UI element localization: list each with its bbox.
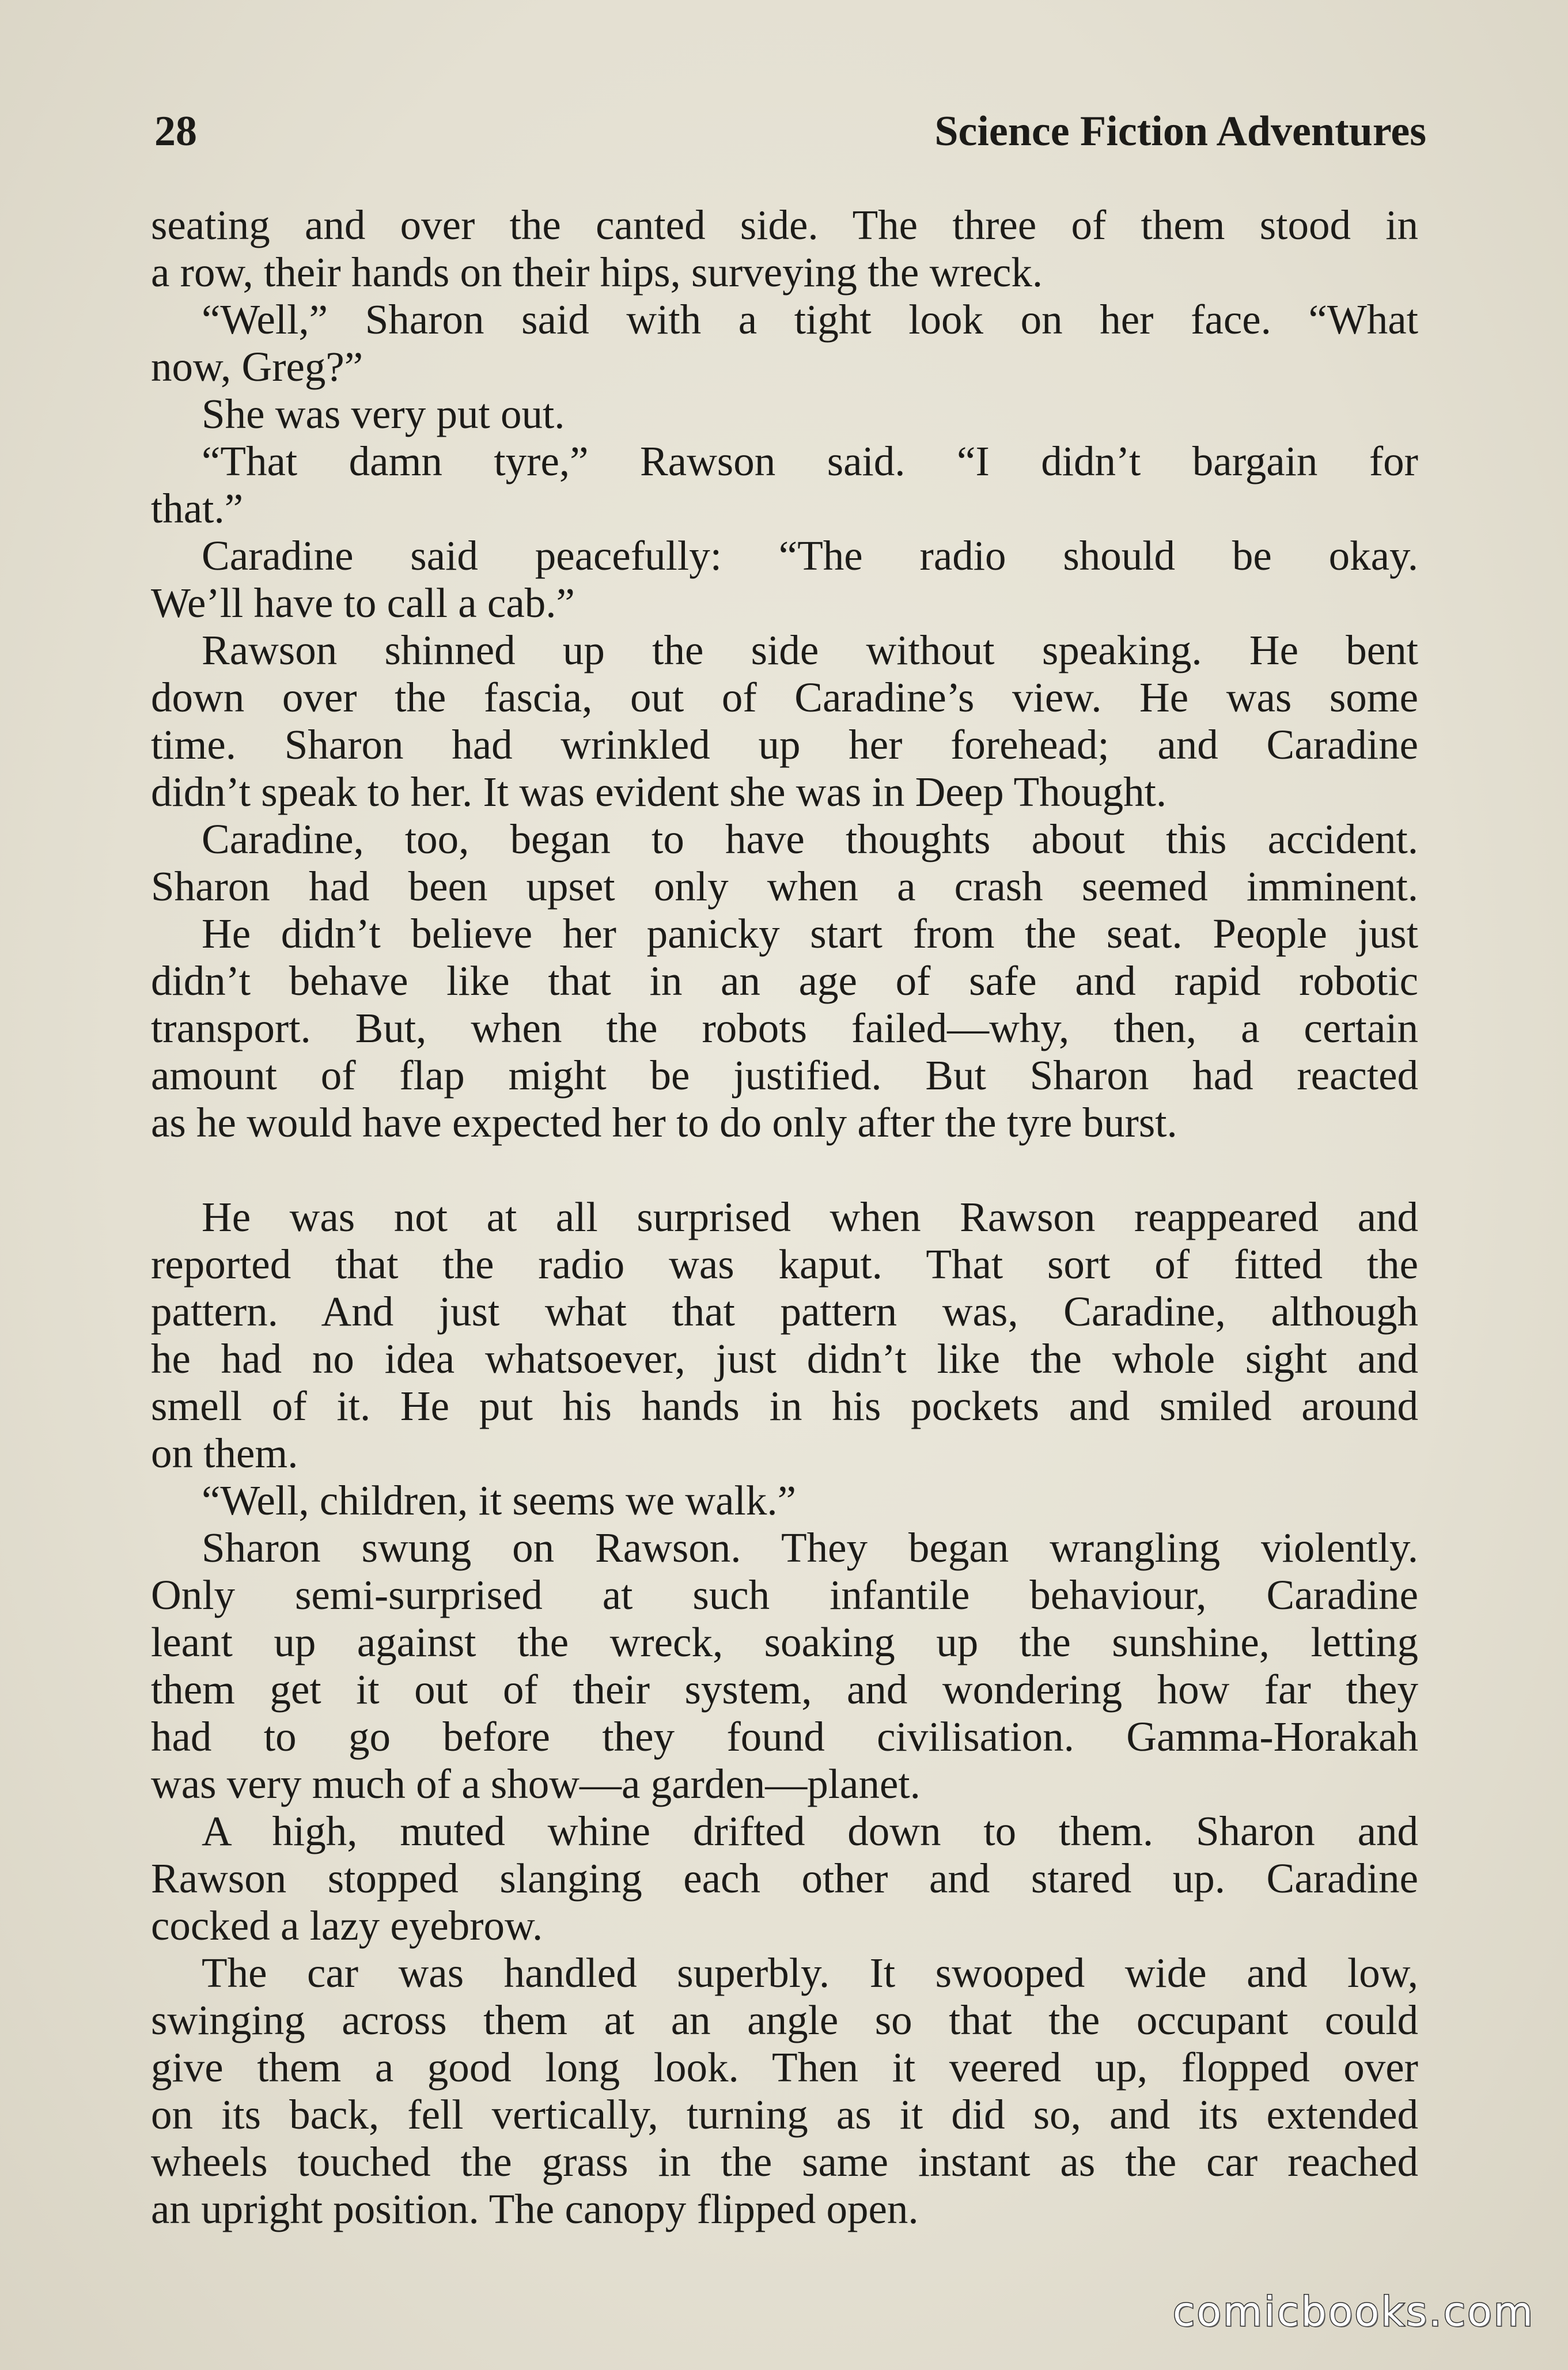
text-line: give them a good long look. Then it veered up, flopped over bbox=[151, 2044, 1418, 2091]
text-line: a row, their hands on their hips, surveying the wreck. bbox=[151, 249, 1043, 296]
text-line: on them. bbox=[151, 1430, 298, 1476]
text-line: leant up against the wreck, soaking up the sunshine, letting bbox=[151, 1619, 1418, 1665]
body-text bbox=[151, 202, 1418, 2233]
text-line: Rawson stopped slanging each other and stared up. Caradine bbox=[151, 1855, 1418, 1902]
text-line: “That damn tyre,” Rawson said. “I didn’t bargain for bbox=[202, 438, 1418, 484]
text-line: transport. But, when the robots failed—why, then, a certain bbox=[151, 1005, 1418, 1051]
text-line: He was not at all surprised when Rawson reappeared and bbox=[202, 1194, 1418, 1240]
running-title: Science Fiction Adventures bbox=[934, 108, 1426, 155]
text-line: had to go before they found civilisation. Gamma-Horakah bbox=[151, 1713, 1418, 1760]
text-line: cocked a lazy eyebrow. bbox=[151, 1902, 543, 1949]
text-line: Only semi-surprised at such infantile behaviour, Caradine bbox=[151, 1572, 1418, 1618]
text-line: A high, muted whine drifted down to them. Sharon and bbox=[202, 1808, 1418, 1854]
text-line: didn’t speak to her. It was evident she was in Deep Thought. bbox=[151, 768, 1167, 815]
page-header bbox=[154, 97, 1426, 166]
text-line: Caradine, too, began to have thoughts about this accident. bbox=[202, 816, 1418, 862]
text-line: smell of it. He put his hands in his pockets and smiled around bbox=[151, 1383, 1418, 1429]
text-line: reported that the radio was kaput. That sort of fitted the bbox=[151, 1241, 1418, 1288]
text-line: Rawson shinned up the side without speaking. He bent bbox=[202, 627, 1418, 673]
text-line: on its back, fell vertically, turning as it did so, and its extended bbox=[151, 2091, 1418, 2138]
page-number: 28 bbox=[154, 108, 197, 155]
text-line: pattern. And just what that pattern was, Caradine, although bbox=[151, 1288, 1418, 1335]
text-line: he had no idea whatsoever, just didn’t like the whole sight and bbox=[151, 1335, 1418, 1382]
text-line: seating and over the canted side. The three of them stood in bbox=[151, 202, 1418, 248]
text-line: Caradine said peacefully: “The radio should be okay. bbox=[202, 532, 1418, 579]
text-line: “Well, children, it seems we walk.” bbox=[202, 1477, 796, 1524]
text-line: them get it out of their system, and wondering how far they bbox=[151, 1666, 1418, 1713]
text-line: He didn’t believe her panicky start from the seat. People just bbox=[202, 910, 1418, 957]
text-line: that.” bbox=[151, 485, 244, 532]
watermark: comicbooks.com bbox=[1172, 2288, 1535, 2335]
text-line: was very much of a show—a garden—planet. bbox=[151, 1761, 921, 1807]
text-line: an upright position. The canopy flipped open. bbox=[151, 2186, 919, 2232]
text-line: now, Greg?” bbox=[151, 343, 363, 390]
text-line: Sharon swung on Rawson. They began wrangling violently. bbox=[202, 1524, 1418, 1571]
text-line: time. Sharon had wrinkled up her forehead; and Caradine bbox=[151, 721, 1418, 768]
text-line: Sharon had been upset only when a crash seemed imminent. bbox=[151, 863, 1418, 910]
text-line: as he would have expected her to do only after the tyre burst. bbox=[151, 1099, 1177, 1146]
text-line: didn’t behave like that in an age of safe and rapid robotic bbox=[151, 957, 1418, 1004]
section-break bbox=[151, 1146, 1418, 1194]
text-line: wheels touched the grass in the same instant as the car reached bbox=[151, 2138, 1418, 2185]
text-line: swinging across them at an angle so that the occupant could bbox=[151, 1997, 1418, 2043]
text-line: She was very put out. bbox=[202, 391, 565, 437]
text-line: amount of flap might be justified. But Sharon had reacted bbox=[151, 1052, 1418, 1099]
text-line: We’ll have to call a cab.” bbox=[151, 580, 575, 626]
text-line: “Well,” Sharon said with a tight look on her face. “What bbox=[202, 296, 1418, 343]
text-line: down over the fascia, out of Caradine’s view. He was some bbox=[151, 674, 1418, 721]
text-line: The car was handled superbly. It swooped wide and low, bbox=[202, 1949, 1418, 1996]
